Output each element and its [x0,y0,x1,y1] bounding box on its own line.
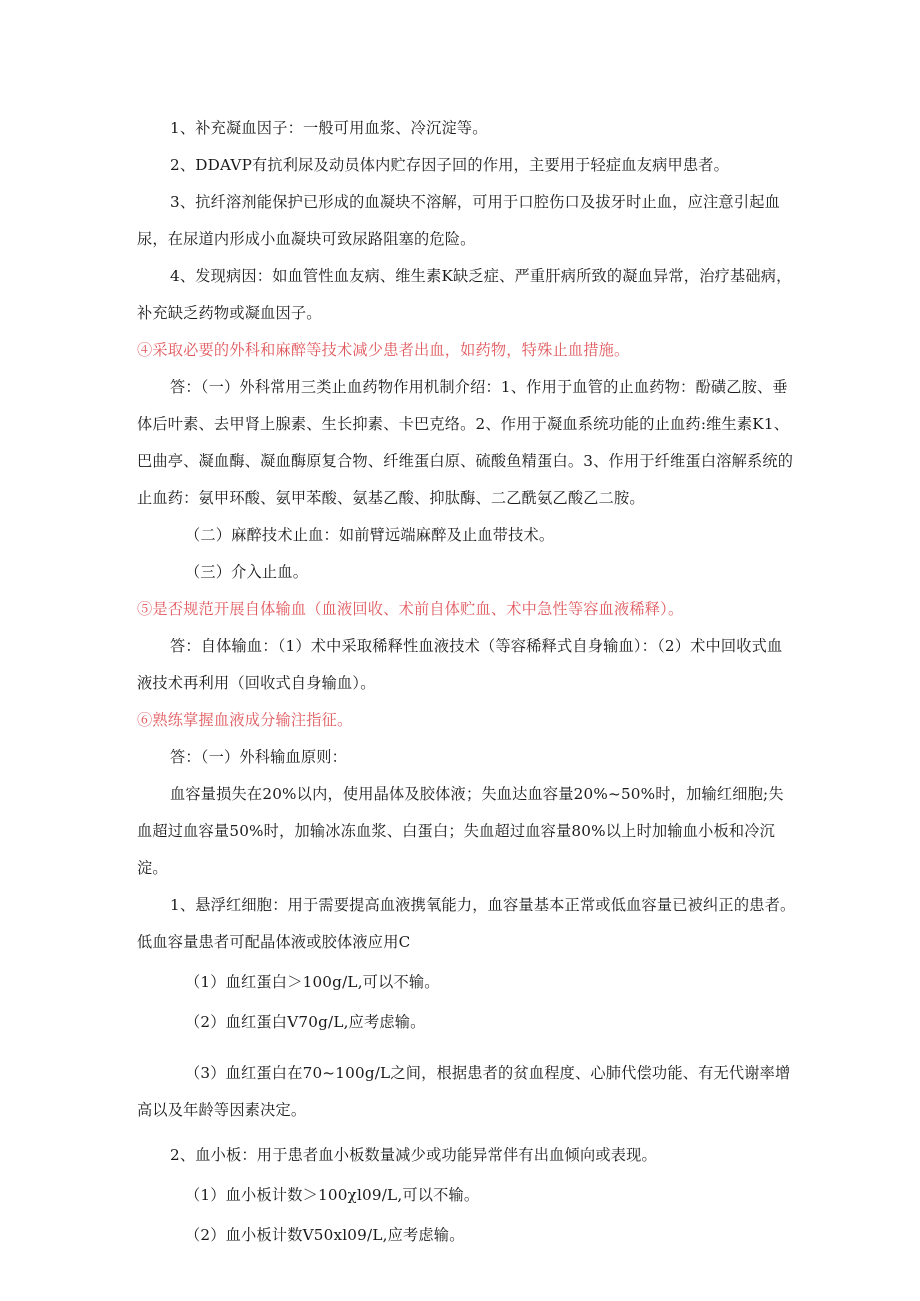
red-cells-sub-1: （1）血红蛋白＞100g∕L,可以不输。 [185,973,440,991]
document-page [137,110,797,1254]
item-1-red-cells: 1、悬浮红细胞：用于需要提高血液携氧能力，血容量基本正常或低血容量已被纠正的患者。低血容量患者可配晶体液或胶体液应用C [137,896,796,951]
heading-4-surgical-anesthesia: ④采取必要的外科和麻醉等技术减少患者出血，如药物，特殊止血措施。 [137,341,630,359]
item-2-platelets: 2、血小板：用于患者血小板数量减少或功能异常伴有出血倾向或表现。 [170,1146,657,1164]
red-cells-sub-3: （3）血红蛋白在70~100g∕L之间，根据患者的贫血程度、心肺代偿功能、有无代谢率增高以及年龄等因素决定。 [137,1064,791,1119]
heading-5-autologous-transfusion: ⑤是否规范开展自体输血（血液回收、术前自体贮血、术中急性等容血液稀释）。 [137,600,684,618]
item-1-clotting-factors: 1、补充凝血因子：一般可用血浆、冷沉淀等。 [170,119,488,137]
red-cells-sub-2: （2）血红蛋白V70g∕L,应考虑输。 [185,1013,426,1031]
answer-hemostatic-drugs: 答：（一）外科常用三类止血药物作用机制介绍：1、作用于血管的止血药物：酚磺乙胺、垂体后叶素、去甲肾上腺素、生长抑素、卡巴克络。2、作用于凝血系统功能的止血药:维生素K1、巴曲亭、凝血酶、凝血酶原复合物、纤维蛋白原、硫酸鱼精蛋白。3、作用于纤维蛋白溶解系统的止血药：氨甲环酸、氨甲苯酸、氨基乙酸、抑肽酶、二乙酰氨乙酸乙二胺。 [137,378,794,507]
answer-transfusion-principles: 答：（一）外科输血原则： [170,748,348,766]
blood-loss-guidelines: 血容量损失在20%以内，使用晶体及胶体液；失血达血容量20%~50%时，加输红细胞;失血超过血容量50%时，加输冰冻血浆、白蛋白；失血超过血容量80%以上时加输血小板和冷沉淀。 [137,785,784,877]
answer-interventional-hemostasis: （三）介入止血。 [185,563,309,581]
platelets-sub-2: （2）血小板计数V50xl09∕L,应考虑输。 [185,1226,465,1244]
answer-autologous-transfusion: 答：自体输血：（1）术中采取稀释性血液技术（等容稀释式自身输血）：（2）术中回收式血液技术再利用（回收式自身输血）。 [137,637,783,692]
item-3-antifibrinolytics: 3、抗纤溶剂能保护已形成的血凝块不溶解，可用于口腔伤口及拔牙时止血，应注意引起血尿，在尿道内形成小血凝块可致尿路阻塞的危险。 [137,193,780,248]
platelets-sub-1: （1）血小板计数＞100χl09∕L,可以不输。 [185,1186,480,1204]
answer-anesthesia-hemostasis: （二）麻醉技术止血：如前臂远端麻醉及止血带技术。 [185,526,555,544]
item-2-ddavp: 2、DDAVP有抗利尿及动员体内贮存因子回的作用，主要用于轻症血友病甲患者。 [170,156,730,174]
heading-6-component-indications: ⑥熟练掌握血液成分输注指征。 [137,711,353,729]
item-4-find-cause: 4、发现病因：如血管性血友病、维生素K缺乏症、严重肝病所致的凝血异常，治疗基础病，补充缺乏药物或凝血因子。 [137,267,792,322]
